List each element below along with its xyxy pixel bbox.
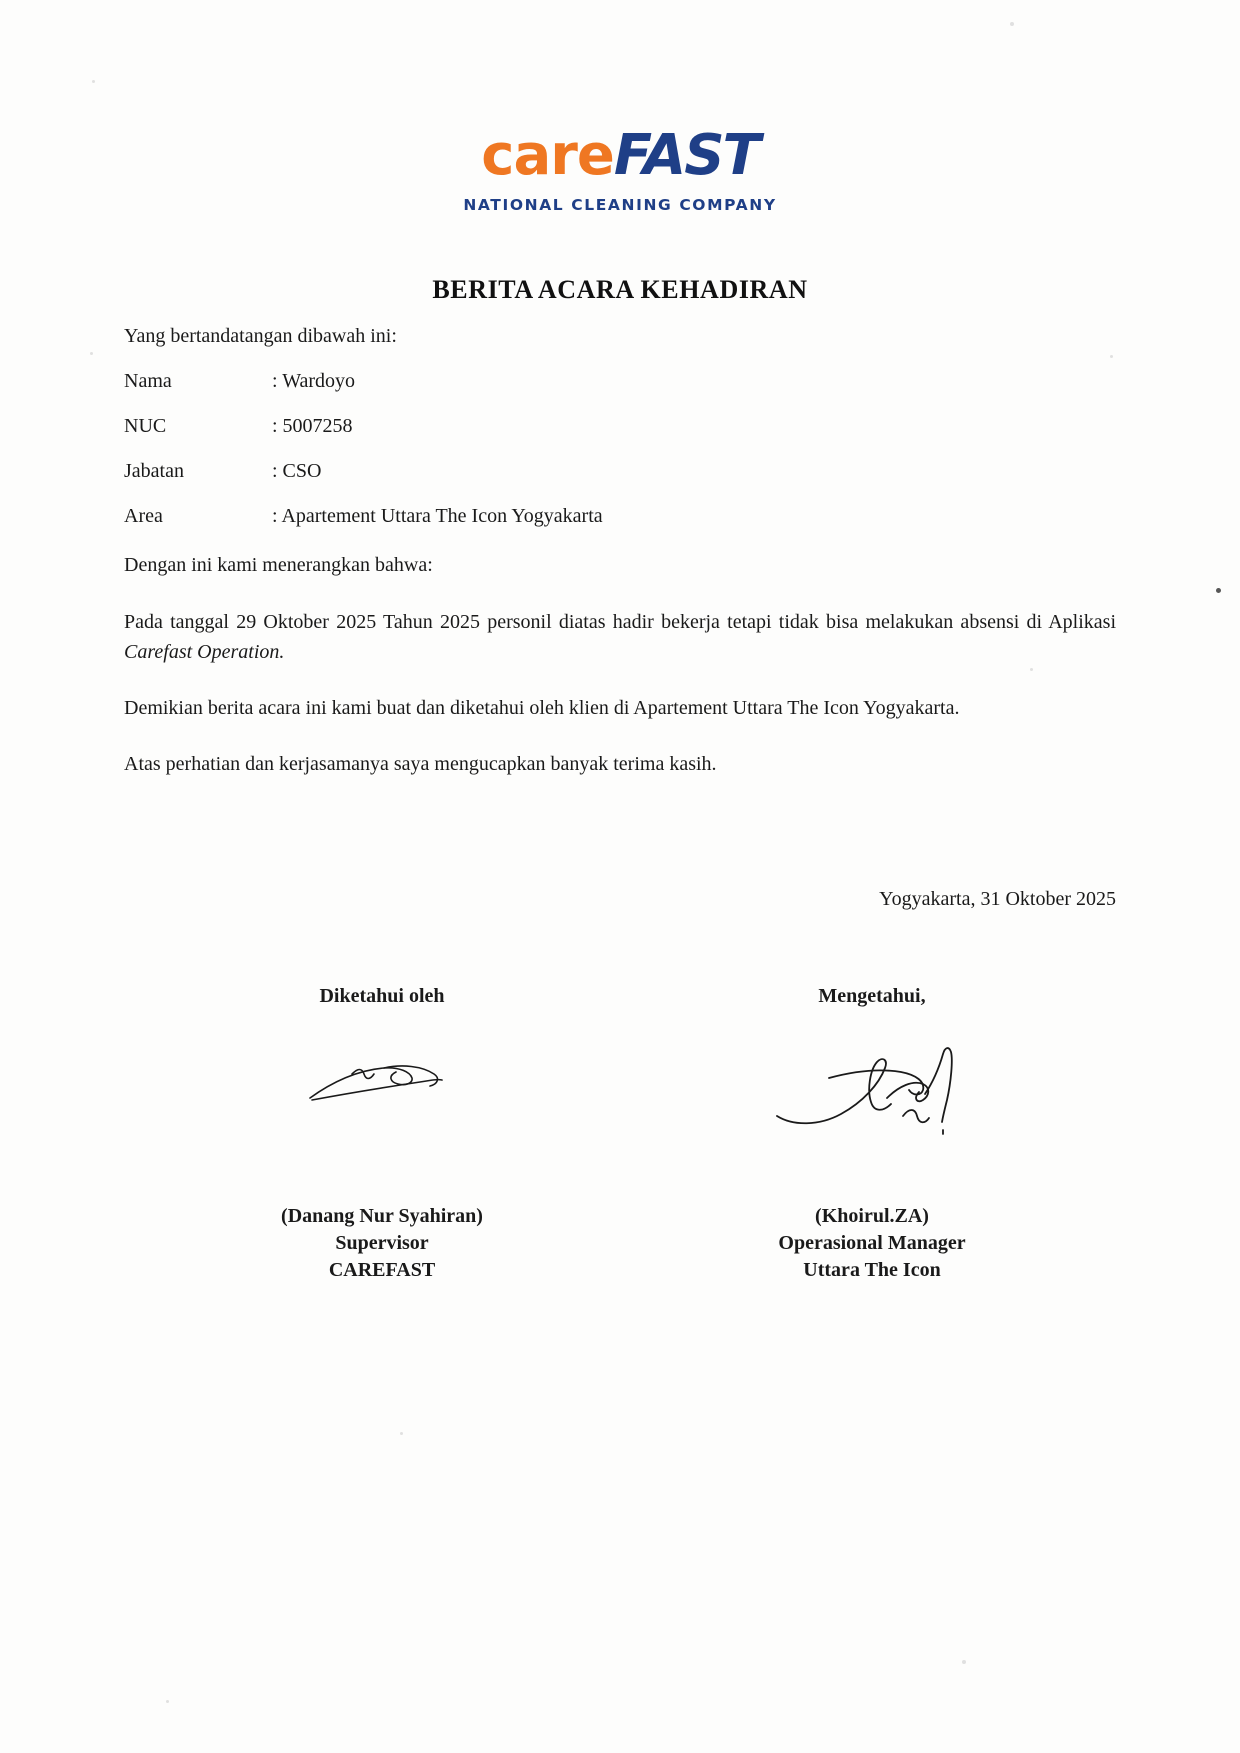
field-label-area: Area [124, 505, 163, 527]
signature-area [124, 985, 1116, 1295]
field-row [124, 505, 1116, 528]
field-label-nama: Nama [124, 370, 172, 392]
field-value-nama: : Wardoyo [272, 370, 356, 392]
page-title: BERITA ACARA KEHADIRAN [432, 275, 808, 304]
signature-org-left: CAREFAST [328, 1259, 436, 1281]
field-label-nuc: NUC [124, 415, 167, 437]
company-logo [0, 123, 1240, 214]
field-row [124, 370, 1116, 393]
field-value-nuc: : 5007258 [272, 415, 353, 437]
paragraph-thanks: Atas perhatian dan kerjasamanya saya mengucapkan banyak terima kasih. [124, 753, 717, 775]
field-value-jabatan: : CSO [272, 460, 322, 482]
paragraph-attendance [124, 607, 1116, 667]
field-row [124, 415, 1116, 438]
handwritten-signature-icon [767, 1038, 977, 1148]
field-row [124, 460, 1116, 483]
field-value-area: : Apartement Uttara The Icon Yogyakarta [272, 505, 603, 527]
paragraph-attendance-text: Pada tanggal 29 Oktober 2025 Tahun 2025 personil diatas hadir bekerja tetapi tidak bisa melakukan absensi di Aplikasi [124, 611, 1116, 633]
signature-heading-right: Mengetahui, [818, 985, 926, 1007]
scan-speckle [166, 1700, 169, 1703]
signature-heading-left: Diketahui oleh [319, 985, 445, 1007]
signature-name-right: (Khoirul.ZA) [815, 1205, 929, 1227]
signature-org-right: Uttara The Icon [803, 1259, 941, 1281]
handwritten-signature-icon [292, 1038, 472, 1128]
paragraph-acknowledgement: Demikian berita acara ini kami buat dan diketahui oleh klien di Apartement Uttara The Icon Yogyakarta. [124, 697, 960, 719]
scan-speckle [962, 1660, 966, 1664]
document-body [124, 325, 1116, 779]
place-date: Yogyakarta, 31 Oktober 2025 [879, 888, 1116, 910]
scan-speckle [1010, 22, 1014, 26]
logo-wordmark [481, 123, 759, 188]
intro-text: Dengan ini kami menerangkan bahwa: [124, 554, 433, 576]
app-name: Carefast Operation. [124, 641, 285, 663]
signature-name-left: (Danang Nur Syahiran) [281, 1205, 483, 1227]
scan-speckle [90, 352, 93, 355]
signature-space-left [162, 1008, 602, 1203]
signature-space-right [652, 1008, 1092, 1203]
scan-speckle [400, 1432, 403, 1435]
logo-fast-text: FAST [613, 123, 759, 188]
signature-block-right [652, 985, 1092, 1284]
lead-text: Yang bertandatangan dibawah ini: [124, 325, 397, 347]
field-label-jabatan: Jabatan [124, 460, 184, 482]
scan-speckle [1216, 588, 1221, 593]
logo-care-text: care [481, 123, 614, 188]
scan-speckle [92, 80, 95, 83]
signature-block-left [162, 985, 602, 1284]
logo-tagline: NATIONAL CLEANING COMPANY [463, 196, 777, 214]
signature-role-left: Supervisor [335, 1232, 429, 1254]
signature-role-right: Operasional Manager [778, 1232, 966, 1254]
